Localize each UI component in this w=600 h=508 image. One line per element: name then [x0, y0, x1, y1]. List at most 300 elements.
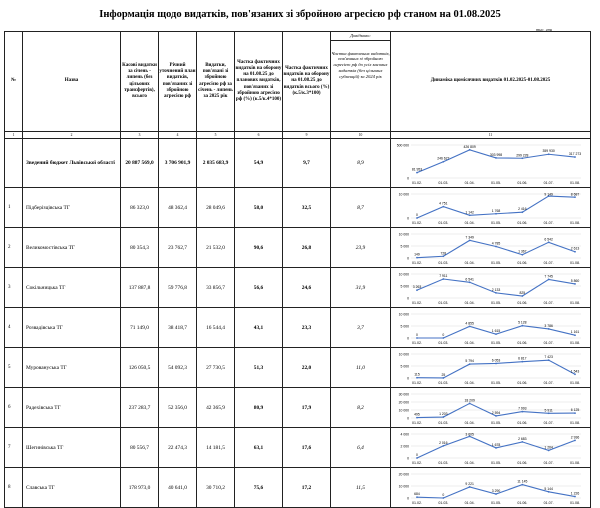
data-point: [548, 359, 550, 361]
data-point: [521, 157, 523, 159]
header-share-2024: Частка фактичних видатків, пов'язаних зі збройною агресією рф до усіх касових видатків (без цільових субвенцій) за 2024 рік: [331, 50, 390, 79]
row-dynamics-chart: [391, 139, 591, 188]
data-label: 81 953: [411, 167, 423, 172]
row-number: 8: [5, 468, 23, 508]
x-tick-label: 01.06.: [517, 301, 528, 305]
data-label: 3 605: [465, 432, 474, 437]
line-chart: [391, 189, 589, 226]
data-label: 825: [519, 291, 526, 296]
data-label: 7 911: [439, 274, 448, 279]
row-number: 6: [5, 388, 23, 428]
table-row: [5, 388, 591, 428]
data-label: 4 855: [465, 321, 474, 326]
row-name: Славська ТГ: [23, 468, 121, 508]
data-point: [469, 214, 471, 216]
data-label: 2 683: [518, 436, 527, 441]
header-reference: [331, 32, 391, 132]
data-point: [574, 373, 576, 375]
x-tick-label: 01.07.: [543, 381, 554, 385]
x-tick-label: 01.02.: [412, 421, 422, 425]
data-label: 7 745: [544, 274, 553, 279]
x-tick-label: 01.05.: [491, 381, 501, 385]
row-annual-plan: 22 474,3: [159, 428, 197, 468]
data-point: [521, 295, 523, 297]
row-total-expenses: 86 323,0: [121, 188, 159, 228]
line-chart: [391, 429, 589, 466]
row-defense-expenses: 27 730,5: [197, 348, 235, 388]
x-tick-label: 01.02.: [412, 341, 422, 345]
column-number: 5: [197, 132, 235, 139]
row-share-of-total: 17,6: [283, 428, 331, 468]
data-label: 0: [442, 493, 445, 497]
data-point: [495, 493, 497, 495]
row-share-of-plan: 80,9: [235, 388, 283, 428]
row-dynamics-chart: [391, 468, 591, 508]
data-label: 2 016: [439, 440, 448, 445]
data-point: [548, 153, 550, 155]
data-point: [495, 447, 497, 449]
data-point: [469, 281, 471, 283]
row-share-2024: 11,5: [331, 468, 391, 508]
header-share-total: Частка фактичних видатків на оборону на 01.08.25 до видатків всього (%) (к.5/к.3*100): [283, 32, 331, 132]
data-label: 246 627: [437, 156, 450, 161]
row-defense-expenses: 21 532,0: [197, 228, 235, 268]
x-tick-label: 01.04.: [464, 421, 475, 425]
column-number: 11: [391, 132, 591, 139]
data-point: [442, 255, 444, 257]
data-point: [548, 491, 550, 493]
data-point: [416, 457, 418, 459]
y-tick-label: 5 000: [400, 324, 409, 329]
unit-label: тис. грн: [536, 27, 552, 32]
data-label: 2 936: [570, 435, 580, 440]
data-label: 495: [414, 412, 420, 417]
row-dynamics-chart: [391, 388, 591, 428]
column-number: 1: [5, 132, 23, 139]
header-plan: Річний уточнений план видатків, пов'язаних зі збройною агресією рф: [159, 32, 197, 132]
row-annual-plan: 54 092,3: [159, 348, 197, 388]
row-share-of-total: 26,8: [283, 228, 331, 268]
data-label: 7 423: [544, 355, 553, 360]
x-tick-label: 01.06.: [517, 261, 528, 265]
y-tick-label: 10 000: [398, 352, 409, 357]
x-tick-label: 01.08.: [570, 341, 580, 345]
data-label: 149: [414, 252, 420, 257]
data-label: 5 128: [518, 320, 527, 325]
column-number: 10: [331, 132, 391, 139]
row-defense-expenses: 42 365,9: [197, 388, 235, 428]
data-point: [442, 206, 444, 208]
row-number: 1: [5, 188, 23, 228]
data-point: [442, 377, 444, 379]
data-label: 5 860: [570, 278, 580, 283]
data-point: [495, 363, 497, 365]
x-tick-label: 01.08.: [570, 501, 580, 505]
y-tick-label: 0: [407, 456, 409, 461]
data-label: 6 541: [465, 277, 474, 282]
row-total-expenses: 80 556,7: [121, 428, 159, 468]
row-share-2024: 31,9: [331, 268, 391, 308]
x-tick-label: 01.03.: [438, 461, 449, 465]
x-tick-label: 01.07.: [543, 261, 554, 265]
x-tick-label: 01.08.: [570, 381, 580, 385]
series-line: [417, 196, 575, 218]
data-point: [521, 254, 523, 256]
row-number: 4: [5, 308, 23, 348]
data-label: 4 751: [439, 201, 448, 206]
data-label: 1 142: [465, 210, 474, 215]
row-total-expenses: 71 149,0: [121, 308, 159, 348]
row-share-of-total: 24,6: [283, 268, 331, 308]
row-total-expenses: 20 887 569,0: [121, 139, 159, 188]
x-tick-label: 01.06.: [517, 181, 528, 185]
row-share-of-total: 17,2: [283, 468, 331, 508]
data-label: 7 349: [465, 235, 474, 240]
table-row: [5, 188, 591, 228]
row-total-expenses: 80 354,3: [121, 228, 159, 268]
row-name: Радехівська ТГ: [23, 388, 121, 428]
row-share-2024: 23,9: [331, 228, 391, 268]
row-share-2024: 6,4: [331, 428, 391, 468]
x-tick-label: 01.07.: [543, 421, 554, 425]
data-label: 9 221: [465, 481, 474, 486]
x-tick-label: 01.06.: [517, 381, 528, 385]
data-label: 5 144: [544, 486, 553, 491]
x-tick-label: 01.02.: [412, 461, 422, 465]
data-label: 1 615: [491, 329, 501, 334]
y-tick-label: 500 000: [396, 143, 409, 148]
data-point: [416, 377, 418, 379]
column-number: 6: [235, 132, 283, 139]
line-chart: [391, 140, 589, 186]
data-point: [416, 337, 418, 339]
data-point: [574, 196, 576, 198]
row-dynamics-chart: [391, 348, 591, 388]
column-number-row: [5, 132, 591, 139]
data-point: [548, 279, 550, 281]
table-row: [5, 268, 591, 308]
row-dynamics-chart: [391, 188, 591, 228]
data-label: 5 911: [544, 408, 553, 413]
reference-group-label: Довідково:: [331, 32, 390, 41]
data-point: [416, 172, 418, 174]
header-dynamics: Динаміка щомісячних видатків 01.02.2025-01.08.2025: [391, 32, 591, 132]
row-defense-expenses: 33 856,7: [197, 268, 235, 308]
data-label: 359 930: [542, 149, 555, 154]
row-number: [5, 139, 23, 188]
row-name: Великомостівська ТГ: [23, 228, 121, 268]
data-label: 1 226: [570, 491, 580, 496]
data-point: [469, 149, 471, 151]
summary-row: [5, 139, 591, 188]
table-row: [5, 348, 591, 388]
x-tick-label: 01.03.: [438, 501, 449, 505]
y-tick-label: 10 000: [398, 192, 409, 197]
data-label: 0: [442, 333, 445, 337]
data-point: [521, 325, 523, 327]
y-tick-label: 20 000: [398, 400, 409, 405]
row-share-2024: 8,9: [331, 139, 391, 188]
x-tick-label: 01.03.: [438, 301, 449, 305]
data-label: 0: [416, 333, 418, 337]
line-chart: [391, 389, 589, 426]
data-point: [521, 441, 523, 443]
x-tick-label: 01.07.: [543, 461, 554, 465]
data-label: 2 613: [570, 246, 580, 251]
x-tick-label: 01.06.: [517, 341, 528, 345]
x-tick-label: 01.07.: [543, 181, 554, 185]
data-point: [495, 333, 497, 335]
data-label: 7 993: [518, 406, 527, 411]
y-tick-label: 5 000: [400, 364, 409, 369]
x-tick-label: 01.04.: [464, 221, 475, 225]
x-tick-label: 01.08.: [570, 301, 580, 305]
x-tick-label: 01.05.: [491, 181, 501, 185]
data-point: [416, 417, 418, 419]
header-share-plan: Частка фактичних видатків на оборону на 01.08.25 до планових видатків, пов'язаних зі збройною агресією рф (%) (к.5/к.4*100): [235, 32, 283, 132]
page-title: Інформація щодо видатків, пов'язаних зі збройною агресією рф станом на 01.08.2025: [99, 9, 501, 20]
data-point: [416, 289, 418, 291]
row-defense-expenses: 14 181,5: [197, 428, 235, 468]
row-share-of-total: 9,7: [283, 139, 331, 188]
data-point: [548, 450, 550, 452]
data-label: 426 809: [463, 144, 476, 149]
x-tick-label: 01.05.: [491, 421, 501, 425]
row-share-of-total: 17,9: [283, 388, 331, 428]
row-annual-plan: 52 356,0: [159, 388, 197, 428]
data-label: 1 678: [491, 442, 501, 447]
row-share-of-plan: 58,0: [235, 188, 283, 228]
x-tick-label: 01.07.: [543, 501, 554, 505]
table-row: [5, 308, 591, 348]
data-point: [416, 257, 418, 259]
row-share-of-total: 22,0: [283, 348, 331, 388]
data-label: 1 161: [570, 330, 580, 335]
y-tick-label: 30 000: [398, 392, 409, 397]
row-share-2024: 8,2: [331, 388, 391, 428]
data-label: 1 203: [439, 412, 448, 417]
x-tick-label: 01.03.: [438, 341, 449, 345]
row-number: 3: [5, 268, 23, 308]
x-tick-label: 01.02.: [412, 381, 422, 385]
row-annual-plan: 38 418,7: [159, 308, 197, 348]
data-point: [442, 445, 444, 447]
row-total-expenses: 137 887,8: [121, 268, 159, 308]
x-tick-label: 01.03.: [438, 221, 449, 225]
x-tick-label: 01.04.: [464, 261, 475, 265]
x-tick-label: 01.06.: [517, 221, 528, 225]
x-tick-label: 01.03.: [438, 421, 449, 425]
row-total-expenses: 126 050,5: [121, 348, 159, 388]
data-label: 299 228: [516, 153, 529, 158]
x-tick-label: 01.04.: [464, 181, 475, 185]
data-label: 5 794: [465, 359, 474, 364]
data-label: 6 817: [518, 356, 527, 361]
x-tick-label: 01.08.: [570, 421, 580, 425]
data-point: [574, 283, 576, 285]
data-point: [442, 161, 444, 163]
x-tick-label: 01.04.: [464, 381, 475, 385]
x-tick-label: 01.07.: [543, 341, 554, 345]
row-dynamics-chart: [391, 268, 591, 308]
y-tick-label: 0: [407, 256, 409, 261]
row-share-of-plan: 90,6: [235, 228, 283, 268]
y-tick-label: 10 000: [398, 312, 409, 317]
data-label: 317 273: [568, 152, 582, 157]
x-tick-label: 01.08.: [570, 181, 580, 185]
row-number: 5: [5, 348, 23, 388]
row-name: Розвадівська ТГ: [23, 308, 121, 348]
row-name: Муровануська ТГ: [23, 348, 121, 388]
x-tick-label: 01.05.: [491, 501, 501, 505]
line-chart: [391, 309, 589, 346]
data-label: 3 786: [544, 323, 553, 328]
data-point: [442, 497, 444, 499]
y-tick-label: 5 000: [400, 284, 409, 289]
row-dynamics-chart: [391, 428, 591, 468]
row-defense-expenses: 2 035 683,9: [197, 139, 235, 188]
x-tick-label: 01.06.: [517, 501, 528, 505]
data-label: 115: [414, 372, 420, 377]
line-chart: [391, 229, 589, 266]
data-label: 0: [416, 213, 418, 217]
data-point: [574, 496, 576, 498]
data-point: [416, 496, 418, 498]
x-tick-label: 01.04.: [464, 341, 475, 345]
table-row: [5, 428, 591, 468]
data-point: [442, 278, 444, 280]
data-label: 303 998: [489, 152, 503, 157]
row-share-of-plan: 51,3: [235, 348, 283, 388]
data-point: [495, 415, 497, 417]
data-point: [495, 246, 497, 248]
x-tick-label: 01.02.: [412, 221, 422, 225]
y-tick-label: 10 000: [398, 408, 409, 413]
data-point: [521, 361, 523, 363]
row-number: 7: [5, 428, 23, 468]
y-tick-label: 10 000: [398, 232, 409, 237]
x-tick-label: 01.08.: [570, 221, 580, 225]
data-point: [442, 337, 444, 339]
row-total-expenses: 237 283,7: [121, 388, 159, 428]
y-tick-label: 0: [407, 216, 409, 221]
data-point: [574, 156, 576, 158]
row-number: 2: [5, 228, 23, 268]
data-label: 728: [440, 251, 447, 256]
y-tick-label: 0: [407, 336, 409, 341]
header-spent: Видатки, пов'язані зі збройною агресією рф за січень - липень за 2025 рік: [197, 32, 235, 132]
x-tick-label: 01.05.: [491, 341, 501, 345]
data-point: [574, 412, 576, 414]
data-point: [495, 213, 497, 215]
column-number: 3: [121, 132, 159, 139]
x-tick-label: 01.04.: [464, 501, 475, 505]
data-label: 2 594: [491, 410, 501, 415]
row-name: Шегинівська ТГ: [23, 428, 121, 468]
row-annual-plan: 48 362,4: [159, 188, 197, 228]
data-label: 1 264: [544, 445, 553, 450]
table-row: [5, 228, 591, 268]
column-number: 2: [23, 132, 121, 139]
x-tick-label: 01.03.: [438, 381, 449, 385]
row-defense-expenses: 28 049,6: [197, 188, 235, 228]
row-annual-plan: 59 776,8: [159, 268, 197, 308]
line-chart: [391, 469, 589, 506]
y-tick-label: 0: [407, 296, 409, 301]
x-tick-label: 01.07.: [543, 301, 554, 305]
y-tick-label: 2 000: [400, 444, 409, 449]
data-point: [469, 325, 471, 327]
row-annual-plan: 40 641,0: [159, 468, 197, 508]
data-point: [469, 403, 471, 405]
row-share-of-plan: 56,6: [235, 268, 283, 308]
row-dynamics-chart: [391, 308, 591, 348]
x-tick-label: 01.07.: [543, 221, 554, 225]
row-share-of-total: 32,5: [283, 188, 331, 228]
row-name: Сокільницька ТГ: [23, 268, 121, 308]
x-tick-label: 01.02.: [412, 501, 422, 505]
row-dynamics-chart: [391, 228, 591, 268]
data-point: [548, 412, 550, 414]
x-tick-label: 01.06.: [517, 461, 528, 465]
x-tick-label: 01.06.: [517, 421, 528, 425]
x-tick-label: 01.02.: [412, 301, 422, 305]
data-label: 18 209: [464, 398, 475, 403]
row-name: Підберізцівська ТГ: [23, 188, 121, 228]
y-tick-label: 20 000: [398, 472, 409, 477]
x-tick-label: 01.04.: [464, 301, 475, 305]
header-number: №: [5, 32, 23, 132]
data-label: 0: [416, 453, 418, 457]
row-defense-expenses: 16 544,4: [197, 308, 235, 348]
data-point: [574, 251, 576, 253]
data-point: [442, 416, 444, 418]
data-label: 6 542: [544, 237, 553, 242]
line-chart: [391, 349, 589, 386]
data-label: 3 263: [412, 285, 422, 290]
row-share-of-total: 23,3: [283, 308, 331, 348]
data-point: [574, 439, 576, 441]
row-annual-plan: 23 762,7: [159, 228, 197, 268]
y-tick-label: 0: [407, 176, 409, 181]
x-tick-label: 01.08.: [570, 461, 580, 465]
data-label: 2 133: [491, 287, 501, 292]
data-label: 8 687: [570, 192, 580, 197]
row-annual-plan: 3 706 901,9: [159, 139, 197, 188]
row-share-of-plan: 43,1: [235, 308, 283, 348]
column-number: 9: [283, 132, 331, 139]
line-chart: [391, 269, 589, 306]
data-point: [469, 239, 471, 241]
column-number: 4: [159, 132, 197, 139]
data-point: [574, 334, 576, 336]
header-name: Назва: [23, 32, 121, 132]
data-label: 11 145: [517, 479, 528, 484]
y-tick-label: 0: [407, 496, 409, 501]
data-point: [469, 486, 471, 488]
x-tick-label: 01.05.: [491, 221, 501, 225]
header-row: [5, 32, 591, 132]
data-point: [521, 484, 523, 486]
x-tick-label: 01.05.: [491, 461, 501, 465]
row-share-2024: 8,7: [331, 188, 391, 228]
data-point: [521, 411, 523, 413]
data-point: [495, 157, 497, 159]
row-share-of-plan: 63,1: [235, 428, 283, 468]
data-label: 9 149: [544, 192, 553, 197]
row-share-2024: 11,0: [331, 348, 391, 388]
data-label: 3 290: [491, 489, 501, 494]
